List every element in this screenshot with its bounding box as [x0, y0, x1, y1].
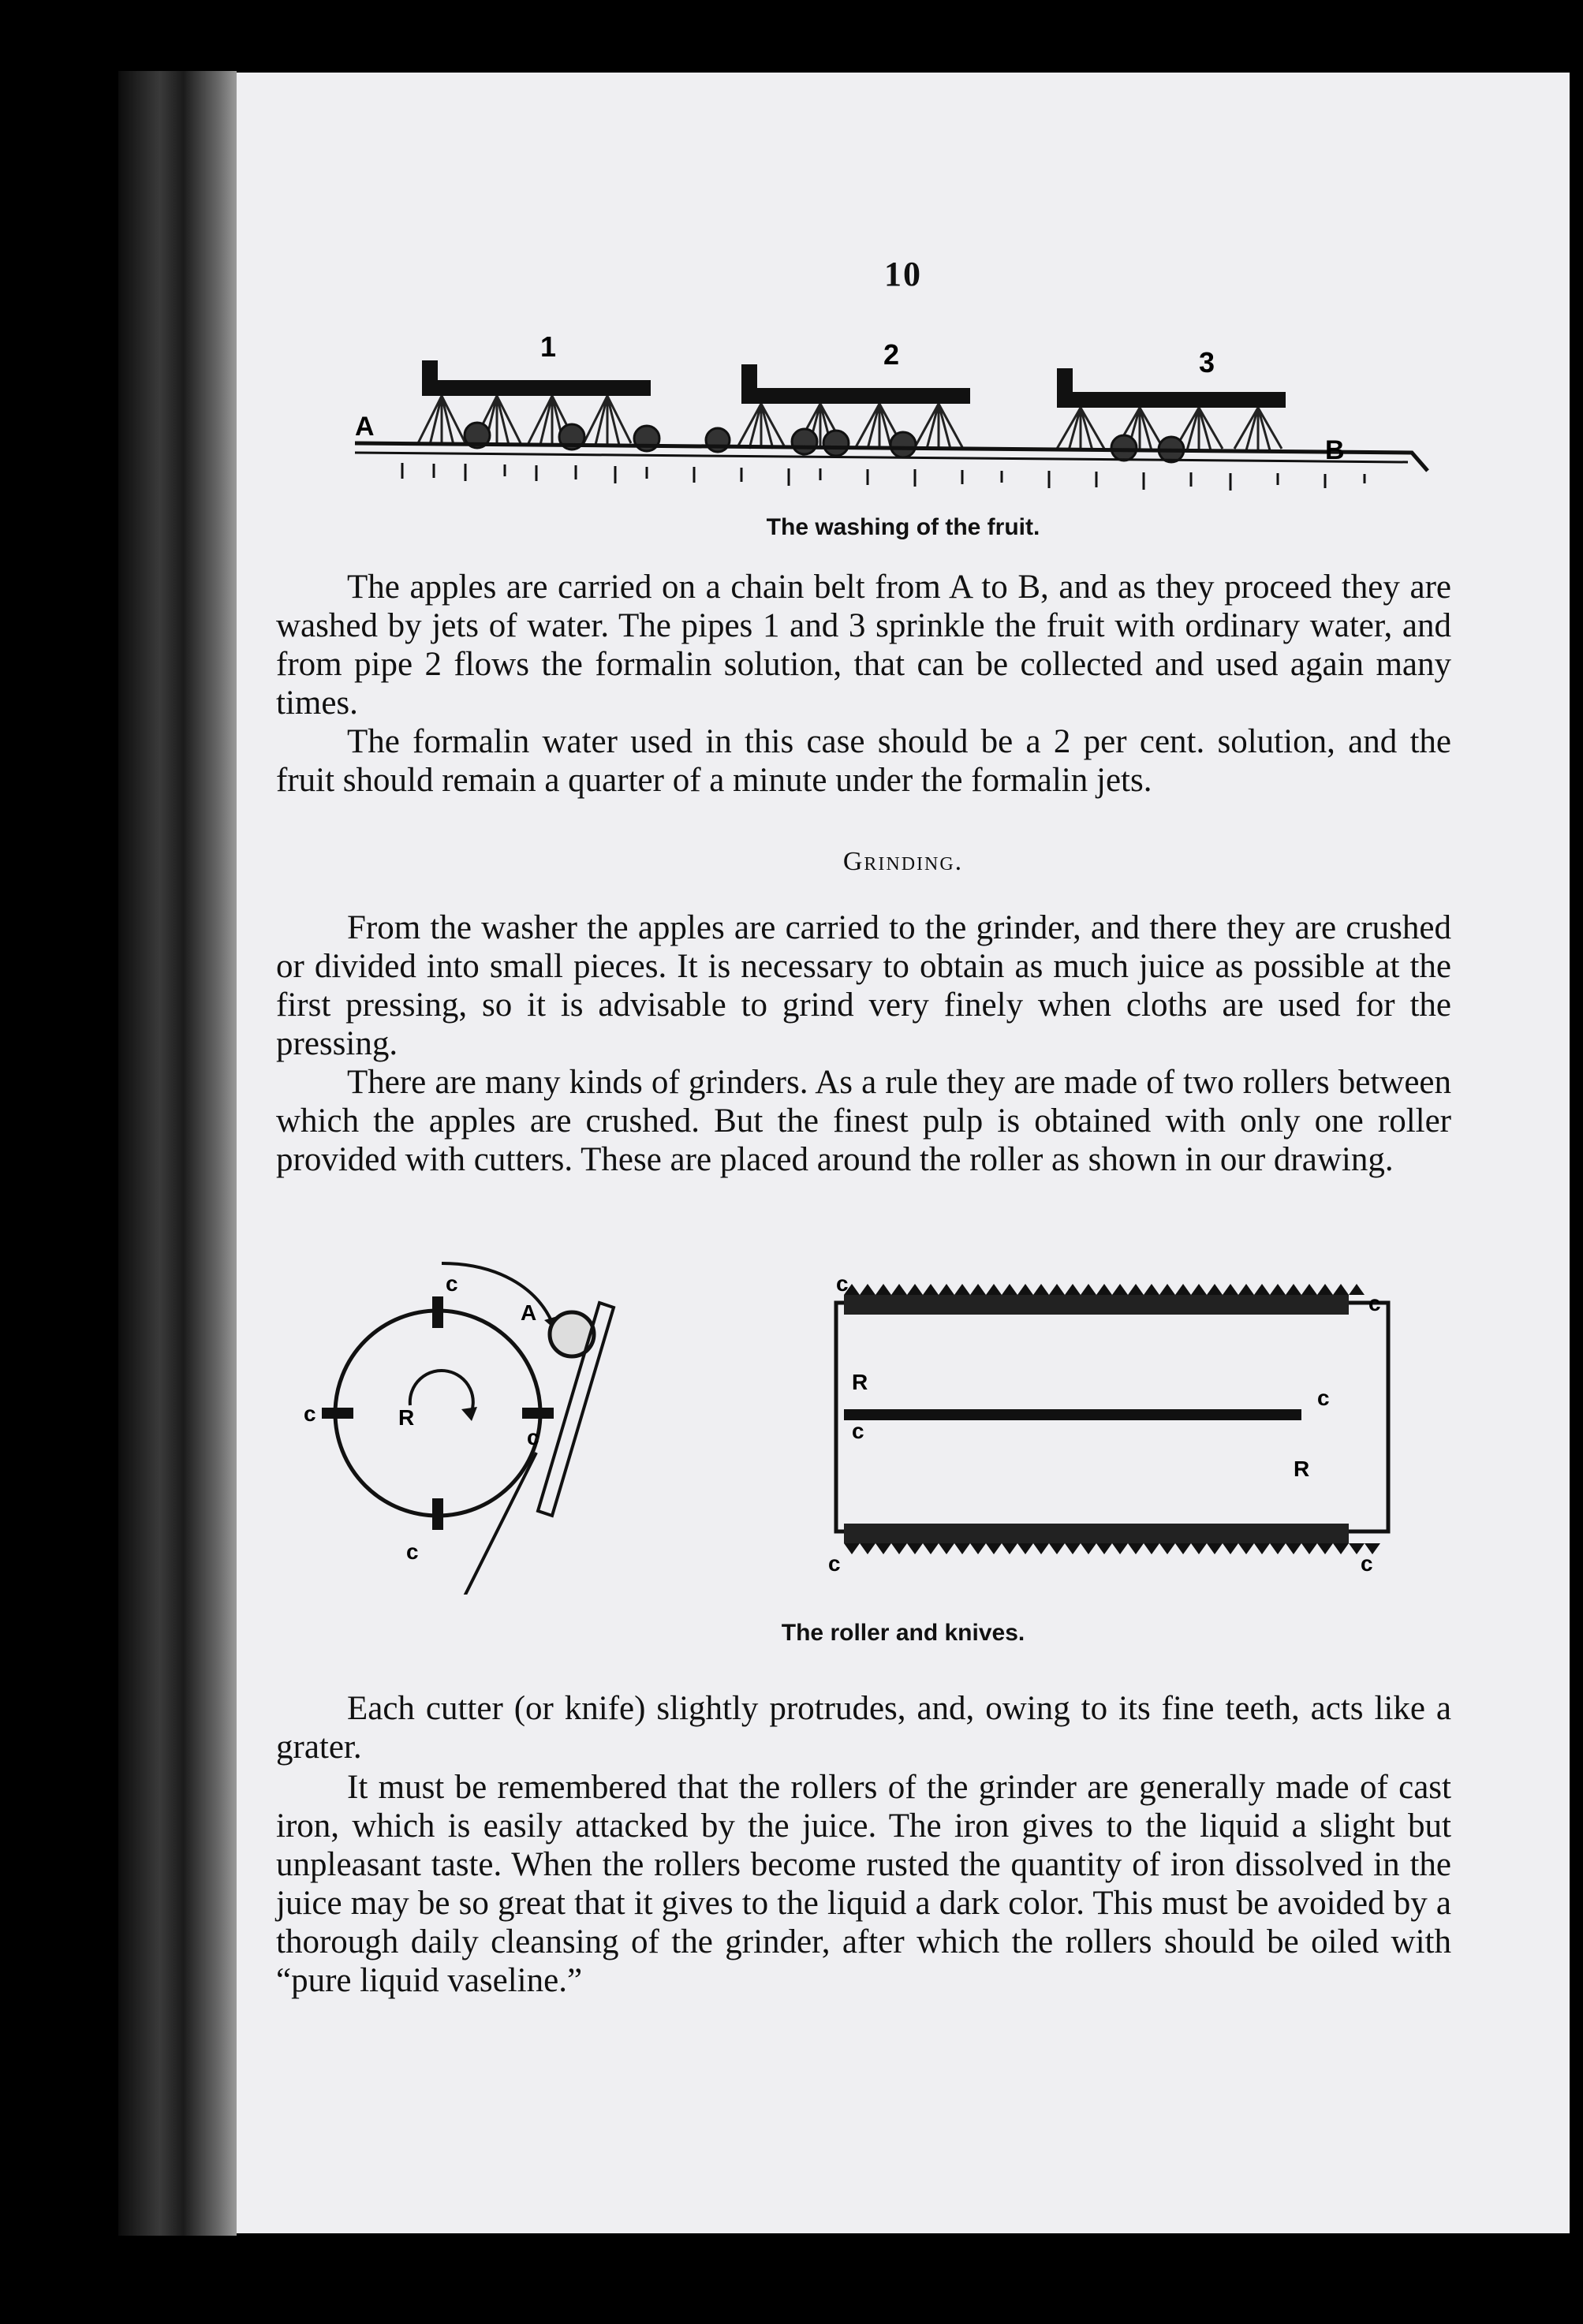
paragraph-2: The formalin water used in this case should be a 2 per cent. solution, and the fruit should remain a quarter of a minute under the formalin jets.: [276, 723, 1451, 799]
pipe-3: [1057, 368, 1286, 408]
label-c-1: c: [836, 1271, 849, 1296]
label-apple: A: [521, 1300, 537, 1325]
label-c-4: c: [852, 1419, 864, 1443]
label-c-6: c: [1361, 1551, 1373, 1576]
label-cutter-bottom: c: [406, 1539, 419, 1564]
label-r-2: R: [1294, 1457, 1310, 1481]
label-c-3: c: [1317, 1386, 1330, 1410]
paragraph-1: The apples are carried on a chain belt from A to B, and as they proceed they are washed by jets of water. The pipes 1 and 3 sprinkle the fruit with ordinary water, and from pipe 2 flows the formalin solution, that can be collected and used again many times.: [276, 569, 1451, 722]
exit-arrow: [461, 1453, 536, 1595]
cutters: [322, 1296, 554, 1530]
belt-supports: [402, 463, 1365, 491]
pipe-1: [422, 360, 651, 396]
label-pipe-3: 3: [1199, 346, 1215, 379]
roller-diagram: [300, 1232, 1420, 1595]
paragraph-5: Each cutter (or knife) slightly protrudes, and, owing to its fine teeth, acts like a grater.: [276, 1690, 1451, 1766]
roller-circle: [335, 1311, 540, 1516]
label-pipe-2: 2: [883, 338, 900, 371]
paragraph-3: From the washer the apples are carried to the grinder, and there they are crushed or divided into small pieces. It is necessary to obtain as much juice as possible at the first pressing, so it is advisable to grind very finely when cloths are used for the pressing.: [276, 909, 1451, 1062]
book-page: [237, 73, 1570, 2233]
label-roller-circle: R: [398, 1405, 415, 1430]
paragraph-4: There are many kinds of grinders. As a rule they are made of two rollers between which the apples are crushed. But the finest pulp is obtained with only one roller provided with cutters. These are placed around the roller as shown in our drawing.: [276, 1064, 1451, 1178]
label-c-2: c: [1368, 1291, 1381, 1315]
apple-icon: [550, 1312, 594, 1356]
middle-cutter: [844, 1409, 1301, 1420]
figure-1-caption: The washing of the fruit.: [766, 514, 1040, 540]
label-pipe-1: 1: [540, 330, 557, 363]
washing-diagram: [347, 309, 1467, 593]
label-r-1: R: [852, 1370, 868, 1394]
book-binding-edge: [118, 71, 237, 2236]
pipe-2: [741, 364, 970, 404]
label-c-5: c: [828, 1551, 841, 1576]
label-cutter-right: c: [527, 1425, 539, 1449]
label-cutter-top: c: [446, 1271, 458, 1296]
label-b: B: [1325, 435, 1345, 465]
paragraph-6: It must be remembered that the rollers of the grinder are generally made of cast iron, which is easily attacked by the juice. The iron gives to the liquid a slight but unpleasant taste. When the rollers become rusted the quantity of iron dissolved in the juice may be so great that it gives to the liquid a dark color. This must be avoided by a thorough daily cleansing of the grinder, after which the rollers should be oiled with “pure liquid vaseline.”: [276, 1769, 1451, 1999]
figure-2-caption: The roller and knives.: [781, 1620, 1025, 1646]
section-heading: Grinding.: [842, 847, 964, 876]
cutter-top-strip: [844, 1295, 1349, 1315]
label-cutter-left: c: [304, 1401, 316, 1426]
label-a: A: [355, 412, 375, 442]
cutter-bottom-strip: [844, 1524, 1349, 1543]
page-number: 10: [884, 255, 922, 293]
